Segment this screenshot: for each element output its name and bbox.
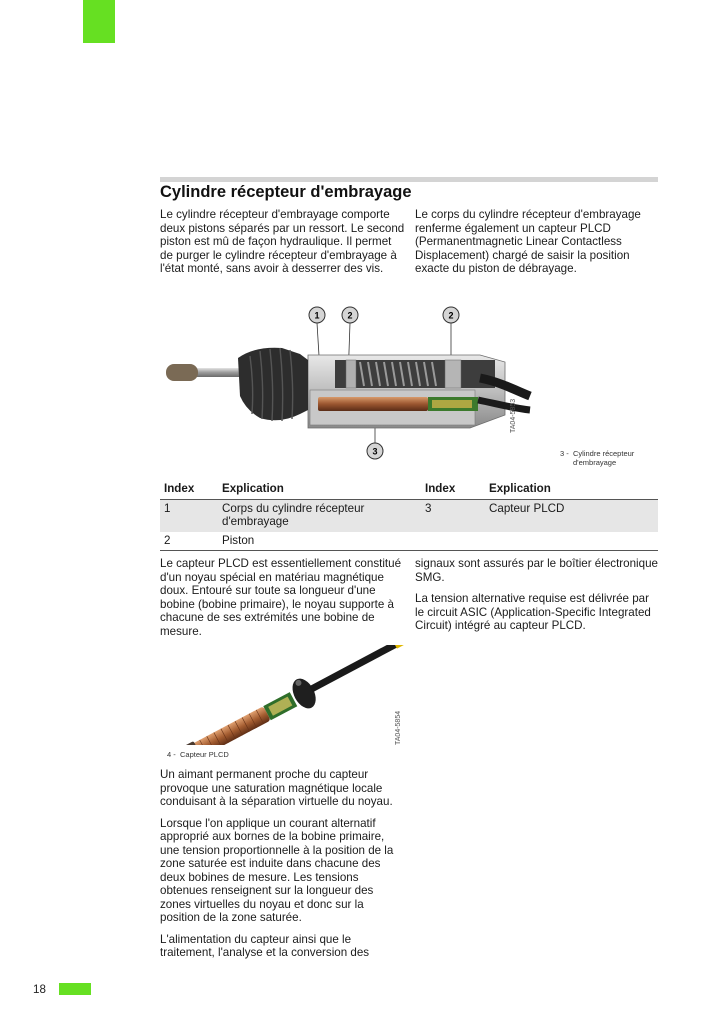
intro-right: Le corps du cylindre récepteur d'embrayage renferme également un capteur PLCD (Permanentmagnetic Linear Contactless Displacement) chargé de saisir la position exacte du piston de débrayage. [415, 208, 641, 275]
figure2-caption-number: 4 - [167, 750, 176, 759]
table-cell: 1 [160, 499, 218, 532]
body-paragraph: La tension alternative requise est délivrée par le circuit ASIC (Application-Specific Integrated Circuit) intégré au capteur PLCD. [415, 592, 651, 632]
svg-text:1: 1 [314, 310, 320, 321]
table-cell [485, 532, 658, 551]
figure1-caption [560, 449, 643, 467]
table-header: Explication [485, 479, 658, 499]
plcd-sensor-figure [160, 645, 405, 745]
svg-text:2: 2 [448, 310, 454, 321]
body-paragraph: Le capteur PLCD est essentiellement constitué d'un noyau spécial en matériau magnétique doux. Entouré sur toute sa longueur d'une bobine (bobine primaire), le noyau supporte à chacune de ses extrémités une bobine de mesure. [160, 557, 402, 638]
section-rule [160, 177, 658, 182]
table-cell: Piston [218, 532, 421, 551]
figure2-code: TA04-5854 [395, 710, 402, 745]
callout-2a [342, 307, 358, 323]
top-accent-tab [83, 0, 115, 43]
table-header-row [160, 479, 658, 499]
body-paragraph: Lorsque l'on applique un courant alternatif approprié aux bornes de la bobine primaire, une tension proportionnelle à la position de la zone saturée est induite dans chacune des deux bobines de mesure. Les tensions obtenues renseignent sur la longueur des zones virtuelles du noyau et donc sur la position de la zone saturée. [160, 816, 394, 924]
body-column-right [415, 557, 658, 641]
intro-left: Le cylindre récepteur d'embrayage comporte deux pistons séparés par un ressort. Le second piston est mû de façon hydraulique. Il permet de purger le cylindre récepteur d'embrayage à l'état monté, sans avoir à desserrer des vis. [160, 208, 405, 275]
figure1-code: TA04-5853 [510, 398, 517, 433]
table-header: Explication [218, 479, 421, 499]
table-cell: Corps du cylindre récepteur d'embrayage [218, 499, 421, 532]
index-table [160, 479, 658, 551]
body-column-left-lower [160, 768, 405, 968]
page-number: 18 [33, 983, 46, 996]
svg-text:2: 2 [347, 310, 353, 321]
body-paragraph: Un aimant permanent proche du capteur provoque une saturation magnétique locale conduisant à la séparation virtuelle du noyau. [160, 768, 393, 808]
table-row [160, 499, 658, 532]
figure2-caption-text: Capteur PLCD [180, 750, 229, 759]
table-cell: Capteur PLCD [485, 499, 658, 532]
table-header: Index [160, 479, 218, 499]
svg-text:3: 3 [372, 446, 378, 457]
table-cell: 2 [160, 532, 218, 551]
clutch-cylinder-figure [160, 300, 532, 470]
body-paragraph: signaux sont assurés par le boîtier électronique SMG. [415, 557, 658, 584]
section-title: Cylindre récepteur d'embrayage [160, 183, 412, 201]
figure1-caption-number: 3 - [560, 449, 569, 458]
figure1-caption-text: Cylindre récepteur d'embrayage [573, 449, 635, 467]
bottom-accent-tab [59, 983, 91, 995]
table-header: Index [421, 479, 485, 499]
callout-3 [367, 443, 383, 459]
table-cell: 3 [421, 499, 485, 532]
table-row [160, 532, 658, 551]
body-paragraph: L'alimentation du capteur ainsi que le traitement, l'analyse et la conversion des [160, 932, 370, 959]
table-cell [421, 532, 485, 551]
callout-2b [443, 307, 459, 323]
body-column-left [160, 557, 405, 646]
callout-1 [309, 307, 325, 323]
figure2-caption [167, 750, 229, 759]
